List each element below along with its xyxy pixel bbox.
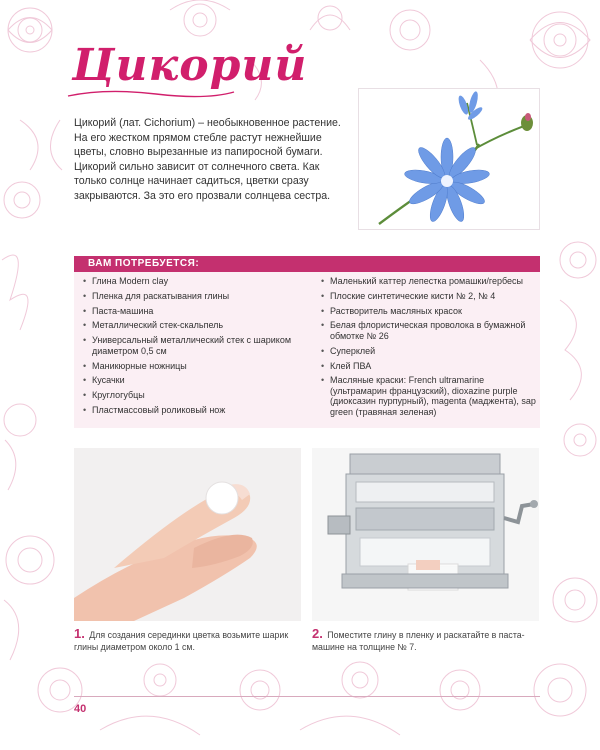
list-item: • Белая флористическая проволока в бумажной обмотке № 26 (320, 320, 542, 341)
pasta-machine-illustration (312, 448, 539, 621)
materials-list-left (82, 276, 308, 420)
step-1-caption (74, 628, 304, 653)
list-item: • Универсальный металлический стек с шариком диаметром 0,5 см (82, 335, 308, 356)
intro-paragraph: Цикорий (лат. Cichorium) – необыкновенное растение. На его жестком прямом стебле растут нежнейшие цветы, словно вырезанные из папиросной бумаги. Цикорий сильно зависит от солнечного света. Как только солнце начинает садиться, цветки сразу закрываются. За это его прозвали солнцева сестра. (74, 117, 341, 202)
list-item: • Кусачки (82, 375, 308, 386)
list-item: • Маленький каттер лепестка ромашки/гербесы (320, 276, 542, 287)
step-1-text: Для создания серединки цветка возьмите шарик глины диаметром около 1 см. (74, 630, 289, 652)
list-item: • Клей ПВА (320, 361, 542, 372)
list-item: • Паста-машина (82, 306, 308, 317)
title-flourish (66, 86, 236, 102)
list-item: • Маникюрные ножницы (82, 361, 308, 372)
materials-panel (74, 256, 540, 428)
list-item: • Суперклей (320, 346, 542, 357)
materials-list-right (320, 276, 542, 422)
footer-divider (74, 696, 540, 697)
step-2-photo (312, 448, 539, 621)
page-title: Цикорий (72, 40, 308, 91)
list-item: • Глина Modern clay (82, 276, 308, 287)
list-item: • Пленка для раскатывания глины (82, 291, 308, 302)
list-item: • Масляные краски: French ultramarine (ультрамарин французский), dioxazine purple (диоксазин пурпурный), magenta (маджента), sap green (травяная зеленая) (320, 375, 542, 417)
page-number: 40 (74, 703, 87, 715)
step-2-text: Поместите глину в пленку и раскатайте в паста-машине на толщине № 7. (312, 630, 525, 652)
materials-heading: ВАМ ПОТРЕБУЕТСЯ: (74, 256, 540, 272)
list-item: • Круглогубцы (82, 390, 308, 401)
chicory-flower-illustration (359, 89, 539, 229)
hand-with-clay-ball-illustration (74, 448, 301, 621)
step-2-caption (312, 628, 542, 653)
step-2-number: 2. (312, 626, 323, 641)
list-item: • Пластмассовый роликовый нож (82, 405, 308, 416)
list-item: • Металлический стек-скальпель (82, 320, 308, 331)
step-1-photo (74, 448, 301, 621)
list-item: • Растворитель масляных красок (320, 306, 542, 317)
list-item: • Плоские синтетические кисти № 2, № 4 (320, 291, 542, 302)
chicory-flower-photo (358, 88, 540, 230)
step-1-number: 1. (74, 626, 85, 641)
